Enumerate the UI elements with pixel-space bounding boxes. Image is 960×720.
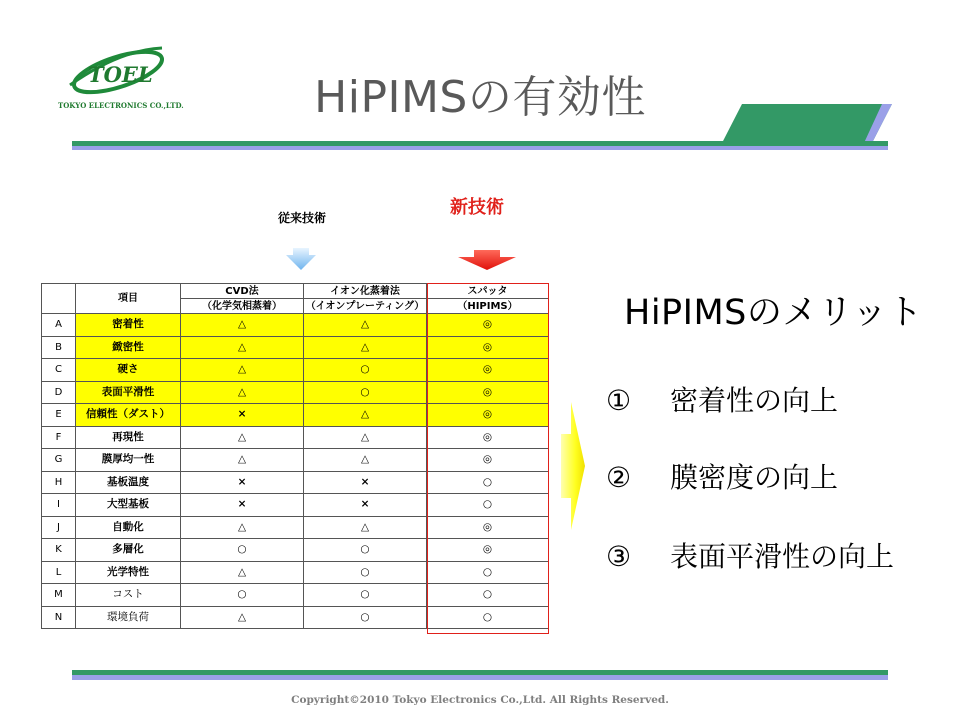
rating-ion-plating: △ — [304, 449, 427, 472]
rating-cvd: △ — [181, 314, 304, 337]
row-item: 緻密性 — [76, 336, 181, 359]
rating-cvd: △ — [181, 449, 304, 472]
logo-company-name: TOKYO ELECTRONICS CO.,LTD. — [58, 101, 184, 110]
merit-number: ① — [606, 384, 632, 417]
header-sputter: スパッタ — [427, 284, 549, 299]
logo-mark: TOEL — [88, 62, 153, 87]
rating-ion-plating: ○ — [304, 561, 427, 584]
footer-stripe — [72, 670, 888, 680]
rating-cvd: △ — [181, 359, 304, 382]
rating-sputter: ◎ — [427, 404, 549, 427]
merit-item — [606, 456, 838, 496]
rating-cvd: △ — [181, 426, 304, 449]
rating-sputter: ◎ — [427, 426, 549, 449]
table-row — [42, 426, 549, 449]
rating-cvd: × — [181, 404, 304, 427]
table-row — [42, 539, 549, 562]
comparison-table — [41, 283, 549, 629]
row-item: 信頼性（ダスト） — [76, 404, 181, 427]
row-item: 光学特性 — [76, 561, 181, 584]
row-id: N — [42, 606, 76, 629]
row-item: 環境負荷 — [76, 606, 181, 629]
row-id: K — [42, 539, 76, 562]
header-ion-plating: イオン化蒸着法 — [304, 284, 427, 299]
merit-text: 密着性の向上 — [670, 384, 839, 417]
row-item: 多層化 — [76, 539, 181, 562]
rating-cvd: △ — [181, 336, 304, 359]
table-row — [42, 494, 549, 517]
table-row — [42, 584, 549, 607]
rating-sputter: ○ — [427, 606, 549, 629]
row-id: M — [42, 584, 76, 607]
table-row — [42, 336, 549, 359]
row-item: 再現性 — [76, 426, 181, 449]
row-id: B — [42, 336, 76, 359]
row-item: 表面平滑性 — [76, 381, 181, 404]
rating-sputter: ○ — [427, 561, 549, 584]
header-item: 項目 — [76, 284, 181, 314]
rating-ion-plating: △ — [304, 314, 427, 337]
old-tech-label: 従来技術 — [278, 211, 327, 225]
rating-sputter: ◎ — [427, 381, 549, 404]
row-id: D — [42, 381, 76, 404]
table-row — [42, 449, 549, 472]
rating-sputter: ◎ — [427, 539, 549, 562]
header-stripe — [72, 141, 888, 150]
rating-ion-plating: × — [304, 471, 427, 494]
row-id: G — [42, 449, 76, 472]
rating-sputter: ○ — [427, 471, 549, 494]
row-item: 硬さ — [76, 359, 181, 382]
header-cvd-sub: （化学気相蒸着） — [181, 299, 304, 314]
rating-ion-plating: △ — [304, 516, 427, 539]
table-row — [42, 516, 549, 539]
table-row — [42, 381, 549, 404]
merit-item — [606, 379, 838, 419]
new-tech-label: 新技術 — [450, 197, 504, 218]
rating-ion-plating: × — [304, 494, 427, 517]
down-arrow-icon — [458, 250, 516, 270]
rating-ion-plating: △ — [304, 426, 427, 449]
row-id: F — [42, 426, 76, 449]
rating-ion-plating: ○ — [304, 381, 427, 404]
rating-sputter: ◎ — [427, 336, 549, 359]
row-item: 自動化 — [76, 516, 181, 539]
merit-number: ③ — [606, 540, 632, 573]
table-header-row — [42, 284, 549, 299]
header-accent-shape — [722, 104, 892, 143]
rating-ion-plating: ○ — [304, 359, 427, 382]
copyright-text: Copyright©2010 Tokyo Electronics Co.,Ltd. All Rights Reserved. — [291, 694, 669, 706]
table-row — [42, 359, 549, 382]
rating-sputter: ○ — [427, 494, 549, 517]
rating-ion-plating: △ — [304, 336, 427, 359]
table-row — [42, 314, 549, 337]
table-row — [42, 606, 549, 629]
rating-sputter: ○ — [427, 584, 549, 607]
merit-text: 表面平滑性の向上 — [670, 540, 895, 573]
merits-title: HiPIMSのメリット — [624, 293, 923, 333]
rating-cvd: △ — [181, 561, 304, 584]
rating-cvd: × — [181, 471, 304, 494]
row-id: C — [42, 359, 76, 382]
row-item: 密着性 — [76, 314, 181, 337]
rating-ion-plating: ○ — [304, 584, 427, 607]
header-sputter-sub: （HIPIMS） — [427, 299, 549, 314]
row-id: J — [42, 516, 76, 539]
row-id: A — [42, 314, 76, 337]
header-ion-plating-sub: （イオンプレーティング） — [304, 299, 427, 314]
rating-sputter: ◎ — [427, 314, 549, 337]
rating-cvd: △ — [181, 606, 304, 629]
row-id: E — [42, 404, 76, 427]
table-row — [42, 471, 549, 494]
right-arrow-icon — [557, 402, 587, 530]
rating-ion-plating: ○ — [304, 606, 427, 629]
row-id: L — [42, 561, 76, 584]
table-row — [42, 404, 549, 427]
rating-cvd: △ — [181, 516, 304, 539]
rating-cvd: △ — [181, 381, 304, 404]
table-row — [42, 561, 549, 584]
row-item: コスト — [76, 584, 181, 607]
rating-sputter: ◎ — [427, 359, 549, 382]
rating-cvd: × — [181, 494, 304, 517]
rating-sputter: ◎ — [427, 516, 549, 539]
rating-cvd: ○ — [181, 539, 304, 562]
row-id: H — [42, 471, 76, 494]
down-arrow-icon — [286, 248, 316, 270]
row-item: 基板温度 — [76, 471, 181, 494]
slide-title: HiPIMSの有効性 — [314, 72, 646, 123]
header-cvd: CVD法 — [181, 284, 304, 299]
rating-sputter: ◎ — [427, 449, 549, 472]
row-item: 大型基板 — [76, 494, 181, 517]
merit-text: 膜密度の向上 — [670, 461, 839, 494]
rating-cvd: ○ — [181, 584, 304, 607]
row-id: I — [42, 494, 76, 517]
row-item: 膜厚均一性 — [76, 449, 181, 472]
merit-item — [606, 535, 894, 575]
merit-number: ② — [606, 461, 632, 494]
rating-ion-plating: ○ — [304, 539, 427, 562]
rating-ion-plating: △ — [304, 404, 427, 427]
